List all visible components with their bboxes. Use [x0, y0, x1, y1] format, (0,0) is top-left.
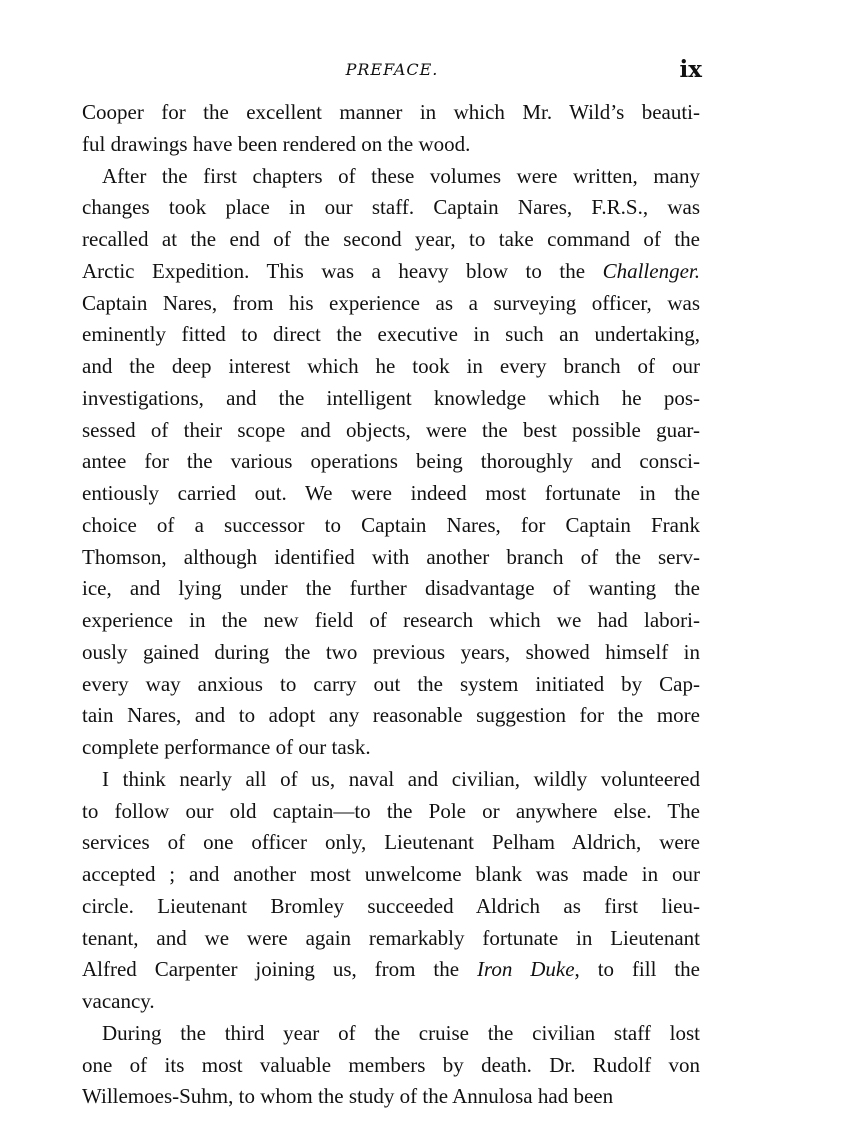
body-text: [82, 97, 700, 1113]
text-line: [82, 256, 700, 288]
text-line: After the first chapters of these volumes were written, many: [102, 163, 700, 188]
text-line: tain Nares, and to adopt any reasonable suggestion for the more: [82, 703, 700, 728]
text-line: vacancy.: [82, 989, 155, 1013]
text-line: antee for the various operations being thoroughly and consci-: [82, 449, 700, 474]
text-line: changes took place in our staff. Captain Nares, F.R.S., was: [82, 195, 700, 220]
text-line: eminently fitted to direct the executive in such an undertaking,: [82, 322, 700, 347]
text-line: ful drawings have been rendered on the wood.: [82, 131, 471, 156]
text-run: Arctic Expedition. This was a heavy blow to the: [82, 258, 603, 283]
text-line: investigations, and the intelligent knowledge which he pos-: [82, 385, 700, 410]
page-number: ix: [679, 56, 702, 83]
text-line: choice of a successor to Captain Nares, for Captain Frank: [82, 512, 700, 537]
text-run: , to fill the: [574, 957, 700, 982]
text-line: accepted ; and another most unwelcome blank was made in our: [82, 862, 700, 886]
running-title: PREFACE.: [345, 60, 439, 79]
text-line: I think nearly all of us, naval and civilian, wildly volunteered: [102, 766, 700, 791]
text-line: sessed of their scope and objects, were the best possible guar-: [82, 417, 700, 442]
text-line: Cooper for the excellent manner in which Mr. Wild’s beauti-: [82, 100, 700, 124]
text-line: ously gained during the two previous years, showed himself in: [82, 639, 700, 664]
text-line: Captain Nares, from his experience as a surveying officer, was: [82, 290, 700, 315]
text-line: tenant, and we were again remarkably fortunate in Lieutenant: [82, 925, 700, 950]
text-line: Willemoes-Suhm, to whom the study of the Annulosa had been: [82, 1084, 614, 1109]
text-line: Thomson, although identified with another branch of the serv-: [82, 544, 700, 569]
text-run: Alfred Carpenter joining us, from the: [82, 957, 477, 982]
text-line: every way anxious to carry out the system initiated by Cap-: [82, 671, 700, 696]
text-line: services of one officer only, Lieutenant Pelham Aldrich, were: [82, 830, 700, 855]
text-line: complete performance of our task.: [82, 735, 371, 759]
text-line: and the deep interest which he took in every branch of our: [82, 354, 700, 378]
text-line: entiously carried out. We were indeed most fortunate in the: [82, 481, 700, 505]
text-line: [82, 954, 700, 986]
text-line: ice, and lying under the further disadvantage of wanting the: [82, 576, 700, 601]
text-line: recalled at the end of the second year, to take command of the: [82, 227, 700, 251]
italic-title: Iron Duke: [476, 957, 575, 982]
text-line: to follow our old captain—to the Pole or anywhere else. The: [82, 798, 700, 823]
text-line: one of its most valuable members by death. Dr. Rudolf von: [82, 1052, 700, 1077]
running-head: [82, 56, 702, 86]
text-line: circle. Lieutenant Bromley succeeded Aldrich as first lieu-: [82, 893, 700, 918]
text-line: experience in the new field of research which we had labori-: [82, 608, 700, 632]
text-line: During the third year of the cruise the civilian staff lost: [102, 1020, 700, 1045]
italic-title: Challenger.: [602, 258, 700, 283]
